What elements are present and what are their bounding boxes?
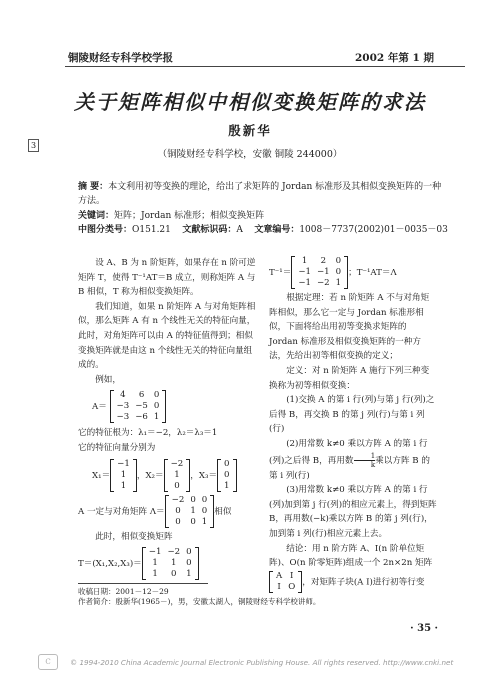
definition-item-1: (1)交换 A 的第 i 行(列)与第 j 行(列)之后得 B，再交换 B 的第 j 列(行)与第 i 列(行) bbox=[269, 395, 435, 435]
eigenvectors bbox=[92, 459, 258, 492]
matrix-Tinv bbox=[291, 256, 348, 289]
definition-item-3: (3)用常数 k≠0 乘以方阵 A 的第 i 行(列)加到第 j 行(列)的相应元素上，得到矩阵 B，再用数(−k)乘以方阵 B 的第 j 列(行)，加到第 i 列(行)相应元素上去。 bbox=[269, 485, 437, 539]
x3-label: ，X₃＝ bbox=[190, 470, 218, 481]
footnote-rule bbox=[78, 583, 208, 584]
frac-denominator: k bbox=[370, 460, 376, 469]
x1-label: X₁＝ bbox=[92, 470, 111, 481]
conclusion-text-b: ，对矩阵子块(A I)进行初等行变 bbox=[302, 577, 425, 588]
matrix-cell: −3 bbox=[116, 401, 130, 412]
matrix-A bbox=[110, 390, 167, 423]
matrix-cell: −1 bbox=[298, 278, 311, 288]
matrix-cell: 0 bbox=[153, 390, 160, 401]
vector-X3 bbox=[217, 459, 236, 492]
matrix-cell: 0 bbox=[201, 505, 208, 516]
keywords bbox=[78, 209, 448, 223]
diag-prefix: A 一定与对角矩阵 Λ＝ bbox=[78, 506, 165, 517]
matrix-cell: 0 bbox=[201, 494, 208, 505]
article-no-label: 文章编号： bbox=[254, 225, 300, 235]
header-rule bbox=[65, 66, 465, 67]
matrix-cell: 0 bbox=[171, 569, 177, 580]
matrix-cell: 1 bbox=[335, 278, 342, 288]
right-para-1: 根据定理：若 n 阶矩阵 A 不与对角矩阵相似，那么它一定与 Jordan 标准形相似，下面将给出用初等变换求矩阵的 Jordan 标准形及相似变换矩阵的一种方法，先给出初等相似变换的定义； bbox=[269, 293, 430, 362]
item2-text-a: (2)用常数 k≠0 乘以方阵 A 的第 i 行(列)之后得 B，再用数 bbox=[269, 438, 428, 466]
matrix-cell: A bbox=[276, 570, 283, 581]
matrix-cell: 0 bbox=[186, 558, 192, 569]
matrix-cell: 0 bbox=[335, 267, 342, 277]
vector-X2 bbox=[164, 459, 191, 492]
matrix-cell: 1 bbox=[152, 558, 158, 569]
issue-label: 2002 年第 1 期 bbox=[355, 52, 434, 64]
matrix-T bbox=[142, 547, 199, 580]
matrix-cell: −3 bbox=[116, 412, 130, 423]
matrix-cell: −1 bbox=[316, 267, 330, 277]
diag-suffix: 相似 bbox=[214, 506, 232, 517]
Tinv-suffix: ；T⁻¹AT＝Λ bbox=[348, 268, 397, 278]
page-number: · 35 · bbox=[410, 623, 438, 634]
matrix-cell: −1 bbox=[148, 547, 162, 558]
matrix-cell: 0 bbox=[175, 516, 181, 527]
keywords-label: 关键词： bbox=[78, 211, 115, 221]
vector-X1 bbox=[110, 459, 137, 492]
matrix-A-equation bbox=[92, 390, 258, 423]
matrix-cell: 1 bbox=[120, 469, 127, 480]
diagonal-equation bbox=[78, 495, 258, 528]
clc-label: 中图分类号： bbox=[78, 225, 133, 235]
matrix-cell: 1 bbox=[120, 480, 127, 491]
matrix-cell: 0 bbox=[224, 458, 230, 469]
matrix-cell: 0 bbox=[175, 505, 181, 516]
abstract bbox=[78, 180, 448, 208]
x2-label: ，X₂＝ bbox=[136, 470, 164, 481]
eigenvectors-line: 它的特征向量分别为 bbox=[78, 442, 156, 453]
matrix-cell: 0 bbox=[153, 401, 160, 412]
matrix-cell: −1 bbox=[117, 458, 130, 469]
matrix-cell: 1 bbox=[171, 558, 177, 569]
article-title: 关于矩阵相似中相似变换矩阵的求法 bbox=[74, 90, 426, 114]
matrix-cell: 2 bbox=[320, 256, 327, 266]
conclusion bbox=[269, 542, 437, 571]
matrix-cell: 0 bbox=[335, 256, 342, 266]
matrix-cell: −1 bbox=[298, 267, 311, 277]
matrix-cell: 6 bbox=[138, 390, 145, 401]
left-para-2: 我们知道，如果 n 阶矩阵 A 与对角矩阵相似，那么矩阵 A 有 n 个线性无关的特征向量，此时，对角矩阵可以由 A 的特征值得到；相似变换矩阵就是由这 n 个线性无关的特征向量组成的。 bbox=[78, 301, 256, 371]
matrix-cell: 0 bbox=[190, 516, 196, 527]
author-bio: 作者简介：殷新华(1965－)，男，安徽太湖人，铜陵财经专科学校讲师。 bbox=[78, 597, 321, 606]
copyright-line: © 1994-2010 China Academic Journal Electronic Publishing House. All rights reserved. http://www.cnki.net bbox=[70, 658, 454, 667]
matrix-cell: −6 bbox=[135, 412, 148, 423]
matrix-cell: −5 bbox=[135, 401, 148, 412]
keywords-text: 矩阵；Jordan 标准形；相似变换矩阵 bbox=[114, 211, 265, 221]
matrix-cell: −2 bbox=[170, 458, 184, 469]
article-author: 殷新华 bbox=[228, 123, 272, 138]
T-intro: 此时，相似变换矩阵 bbox=[95, 531, 173, 542]
matrix-cell: −2 bbox=[171, 494, 185, 505]
matrix-cell: I bbox=[277, 581, 281, 592]
matrix-cell: 1 bbox=[190, 505, 196, 516]
matrix-cell: 0 bbox=[190, 494, 196, 505]
definition-item-2 bbox=[269, 437, 437, 483]
matrix-cell: 1 bbox=[174, 469, 180, 480]
matrix-cell: 4 bbox=[120, 390, 126, 401]
matrix-cell: −2 bbox=[316, 278, 330, 288]
right-column bbox=[269, 256, 437, 593]
matrix-cell: 0 bbox=[224, 469, 230, 480]
left-column bbox=[78, 256, 258, 583]
matrix-cell: −2 bbox=[167, 547, 181, 558]
author-affiliation: （铜陵财经专科学校，安徽 铜陵 244000） bbox=[157, 149, 343, 160]
abstract-label: 摘 要： bbox=[78, 182, 109, 192]
matrix-cell: 1 bbox=[201, 516, 208, 527]
matrix-cell: 0 bbox=[186, 547, 192, 558]
matrix-cell: 1 bbox=[301, 256, 308, 266]
definition: 定义：对 n 阶矩阵 A 施行下列三种变换称为初等相似变换： bbox=[269, 365, 430, 391]
item2-text-b: 乘以方阵 B 的第 i 列(行) bbox=[269, 455, 430, 481]
fraction-1-over-k bbox=[354, 452, 376, 469]
side-marker: 3 bbox=[28, 139, 39, 152]
example-label: 例如， bbox=[95, 374, 121, 385]
received-date: 收稿日期：2001－12－29 bbox=[78, 587, 169, 596]
doc-code-label: 文献标识码： bbox=[182, 225, 237, 235]
frac-numerator: 1 bbox=[354, 452, 376, 461]
footnotes bbox=[78, 587, 458, 607]
matrix-cell: 1 bbox=[153, 412, 160, 423]
matrix-cell: 1 bbox=[224, 480, 230, 491]
clc-value: O151.21 bbox=[132, 225, 171, 235]
conclusion-text-a: 结论：用 n 阶方阵 A、I(n 阶单位矩阵)、O(n 阶零矩阵)组成一个 2n×2n 矩阵 bbox=[269, 543, 433, 569]
matrix-cell: 0 bbox=[174, 480, 180, 491]
Tinv-label: T⁻¹＝ bbox=[269, 268, 292, 278]
matrix-T-label: T＝(X₁,X₂,X₃)＝ bbox=[78, 559, 142, 570]
matrix-Lambda bbox=[165, 495, 215, 528]
matrix-cell: I bbox=[290, 570, 294, 581]
left-para-1: 设 A、B 为 n 阶矩阵，如果存在 n 阶可逆矩阵 T，使得 T⁻¹AT＝B 成立，则称矩阵 A 与 B 相似，T 称为相似变换矩阵。 bbox=[78, 258, 256, 298]
eigenvalues-line: 它的特征根为：λ₁＝−2，λ₂＝λ₃＝1 bbox=[78, 428, 218, 439]
matrix-A-label: A＝ bbox=[92, 402, 107, 413]
matrix-cell: 1 bbox=[186, 569, 192, 580]
matrix-T-equation bbox=[78, 547, 258, 580]
article-no-value: 1008－7737(2002)01－0035－03 bbox=[299, 225, 448, 235]
matrix-cell: 1 bbox=[152, 569, 158, 580]
abstract-text: 本文利用初等变换的理论，给出了求矩阵的 Jordan 标准形及其相似变换矩阵的一种方法。 bbox=[78, 182, 442, 206]
cnki-logo-icon: C bbox=[38, 654, 58, 670]
matrix-Tinv-equation bbox=[269, 256, 437, 289]
doc-code-value: A bbox=[236, 225, 243, 235]
matrix-cell: O bbox=[288, 581, 296, 592]
journal-name: 铜陵财经专科学校学报 bbox=[68, 52, 173, 64]
classification-line bbox=[78, 223, 448, 237]
